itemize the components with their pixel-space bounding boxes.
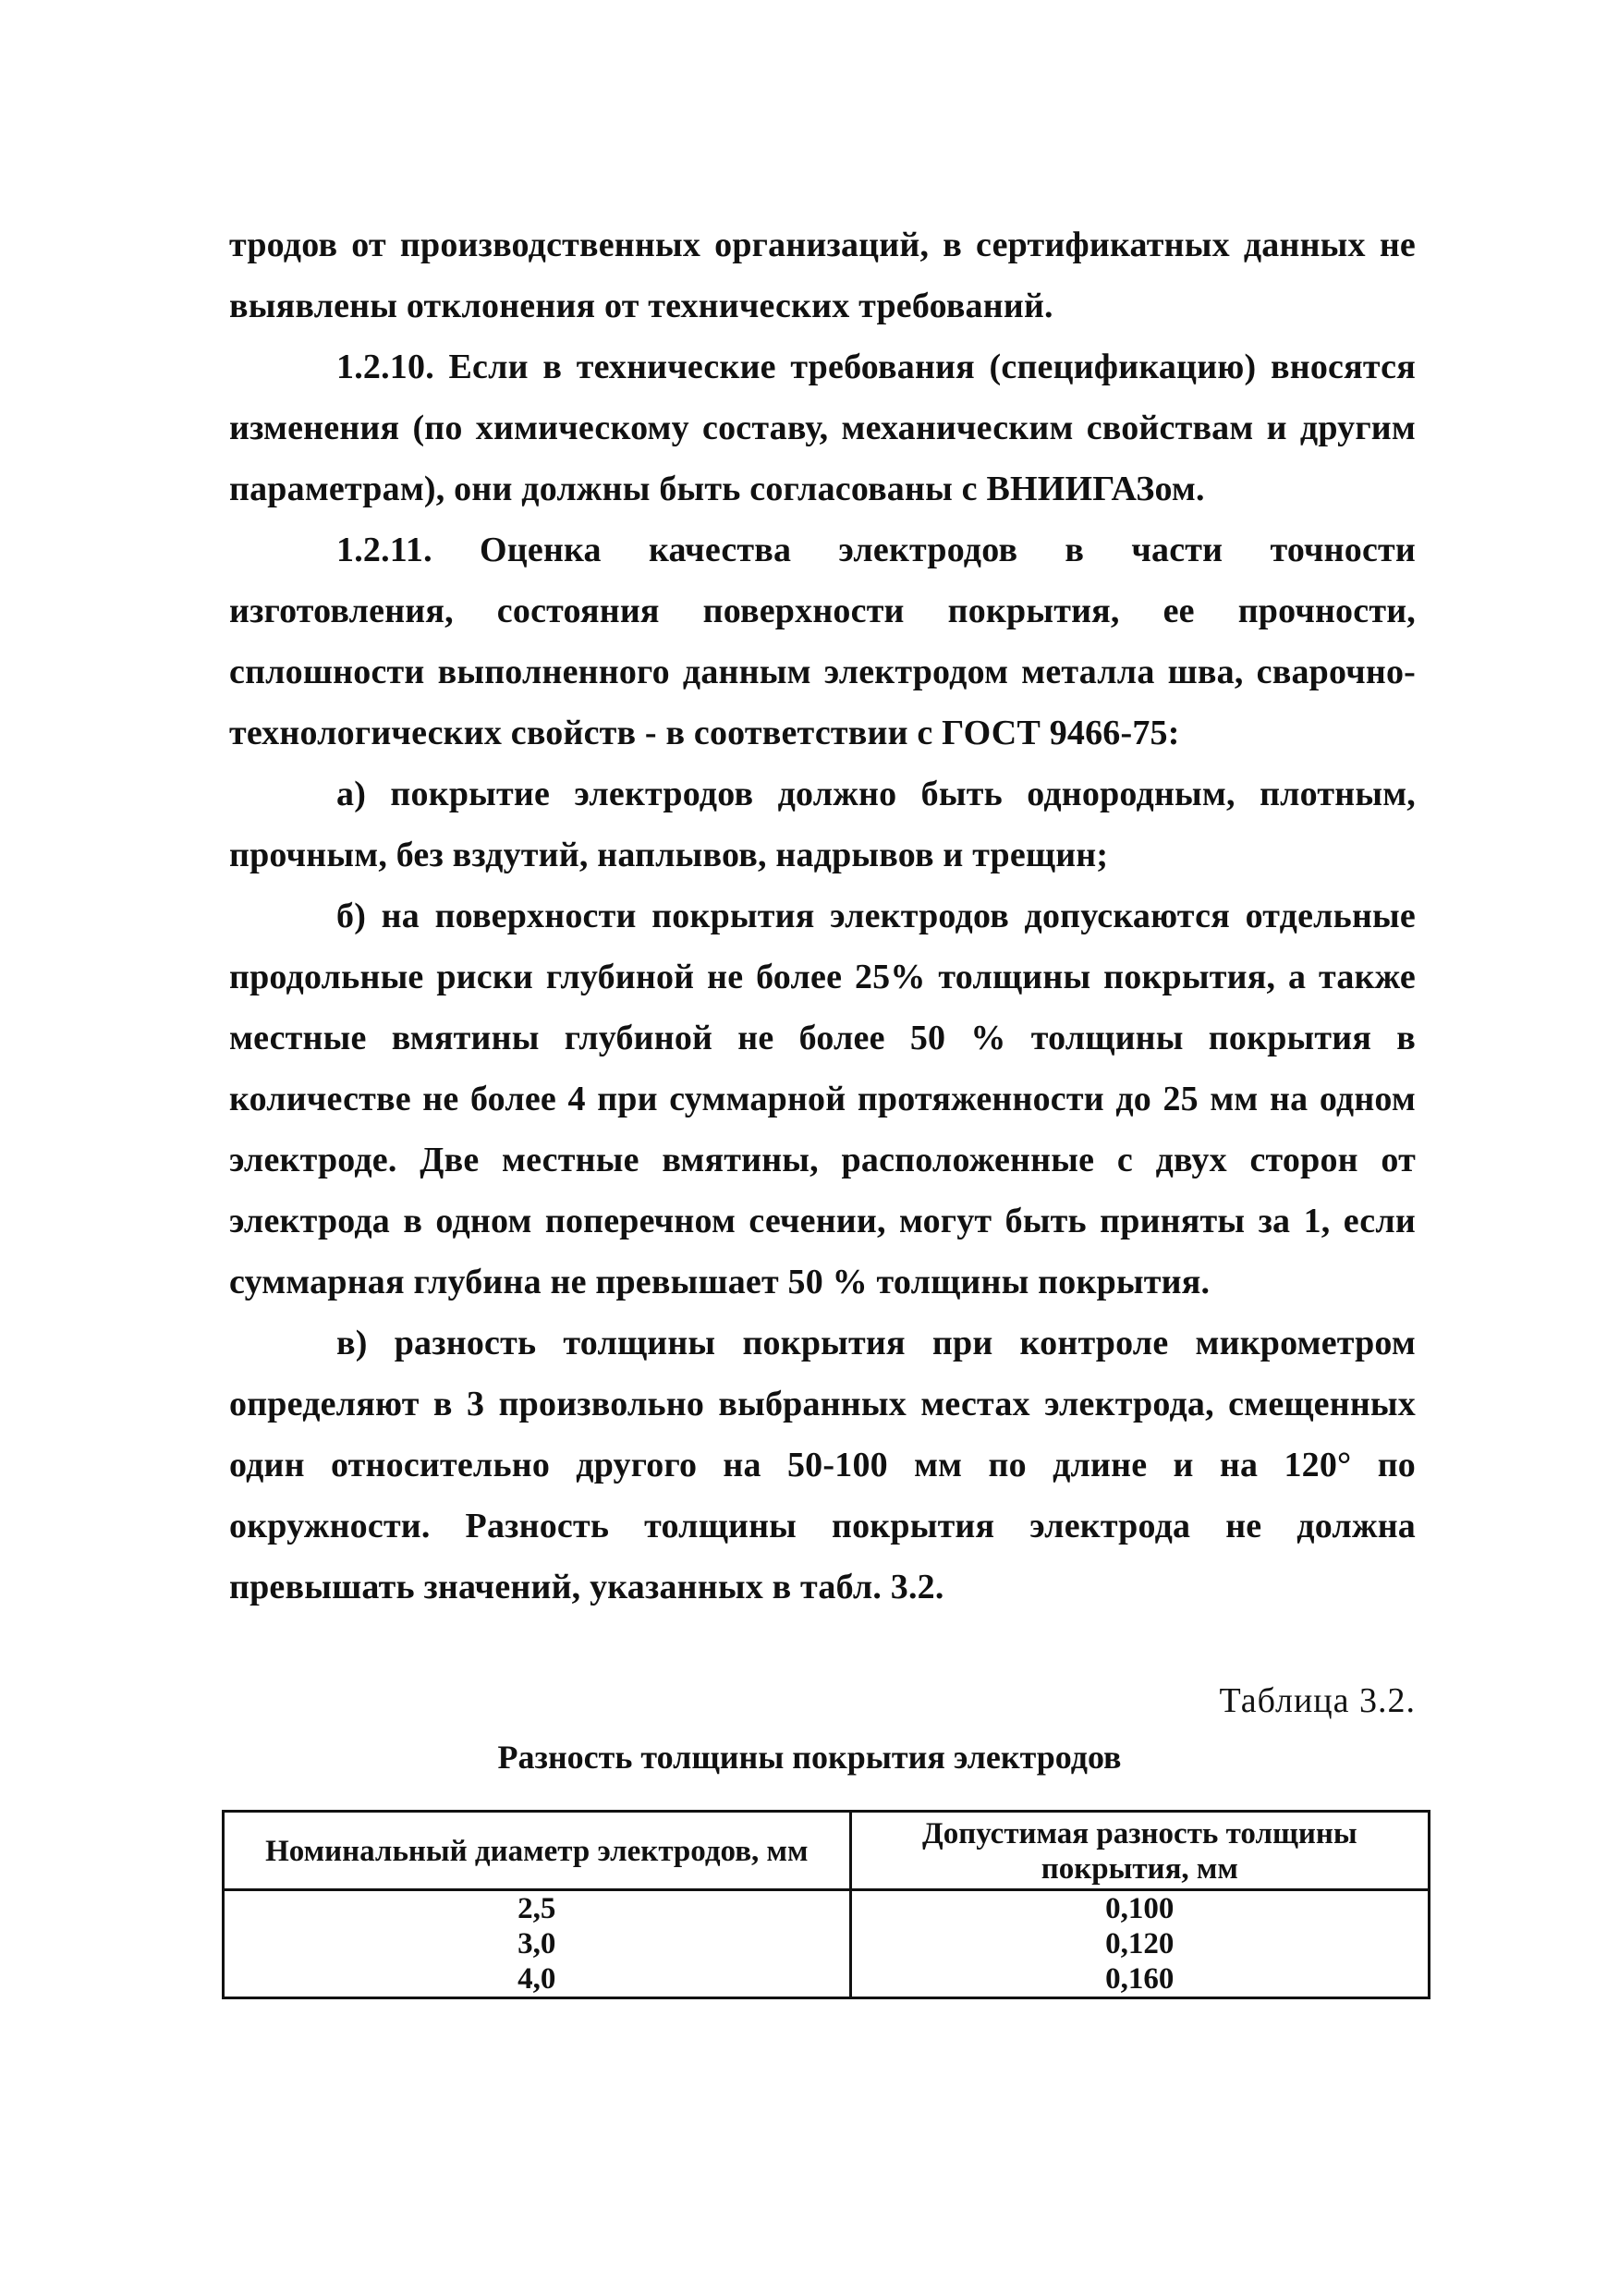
paragraph-item-v: в) разность толщины покрытия при контроле микрометром определяют в 3 произвольно выбранных местах электрода, смещенных один относительно другого на 50-100 мм по длине и на 120° по окружности. Разность толщины покрытия электрода не должна превышать значений, указанных в табл. 3.2. (229, 1324, 1416, 1606)
cell-diameter: 2,5 (224, 1890, 851, 1927)
table-row (224, 1961, 1430, 1998)
table-header-row (224, 1812, 1430, 1890)
cell-difference: 0,120 (850, 1926, 1429, 1961)
paragraph-item-b: б) на поверхности покрытия электродов допускаются отдельные продольные риски глубиной не более 25% толщины покрытия, а также местные вмятины глубиной не более 50 % толщины покрытия в количестве не более 4 при суммарной протяженности до 25 мм на одном электроде. Две местные вмятины, расположенные с двух сторон от электрода в одном поперечном сечении, могут быть приняты за 1, если суммарная глубина не превышает 50 % толщины покрытия. (229, 897, 1416, 1301)
header-allowed-difference: Допустимая разность толщины покрытия, мм (850, 1812, 1429, 1890)
paragraph-1-2-10: 1.2.10. Если в технические требования (спецификацию) вносятся изменения (по химическому составу, механическим свойствам и другим параметрам), они должны быть согласованы с ВНИИГАЗом. (229, 348, 1416, 508)
coating-thickness-table (222, 1810, 1430, 1999)
cell-diameter: 4,0 (224, 1961, 851, 1998)
table-title: Разность толщины покрытия электродов (497, 1739, 1122, 1776)
table-number: Таблица 3.2. (1219, 1681, 1416, 1720)
table-row (224, 1926, 1430, 1961)
body-text (229, 214, 1416, 1618)
paragraph-continuation: тродов от производственных организаций, в сертификатных данных не выявлены отклонения от технических требований. (229, 226, 1416, 325)
paragraph-1-2-11: 1.2.11. Оценка качества электродов в части точности изготовления, состояния поверхности покрытия, ее прочности, сплошности выполненного данным электродом металла шва, сварочно-технологических свойств - в соответствии с ГОСТ 9466-75: (229, 531, 1416, 752)
cell-difference: 0,100 (850, 1890, 1429, 1927)
table-row (224, 1890, 1430, 1927)
cell-diameter: 3,0 (224, 1926, 851, 1961)
header-nominal-diameter: Номинальный диаметр электродов, мм (224, 1812, 851, 1890)
cell-difference: 0,160 (850, 1961, 1429, 1998)
paragraph-item-a: а) покрытие электродов должно быть однородным, плотным, прочным, без вздутий, наплывов, надрывов и трещин; (229, 775, 1416, 874)
